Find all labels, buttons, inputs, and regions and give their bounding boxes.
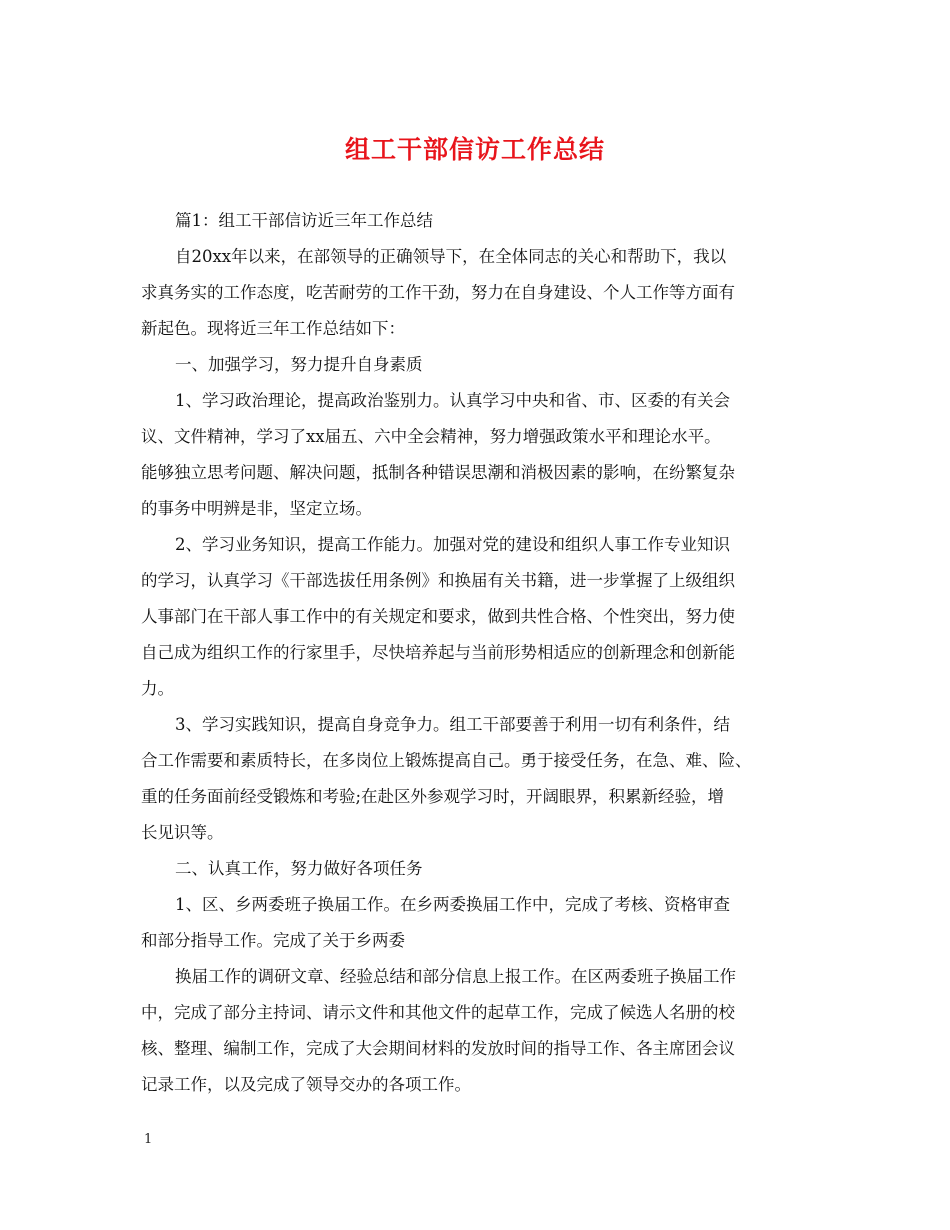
document-title: 组工干部信访工作总结 xyxy=(344,135,605,164)
text-line: 长见识等。 xyxy=(141,823,224,842)
text-line: 议、文件精神，学习了xx届五、六中全会精神，努力增强政策水平和理论水平。 xyxy=(141,427,721,446)
text-line: 能够独立思考问题、解决问题，抵制各种错误思潮和消极因素的影响，在纷繁复杂 xyxy=(141,463,735,482)
text-line: 自己成为组织工作的行家里手，尽快培养起与当前形势相适应的创新理念和创新能 xyxy=(141,643,735,662)
text-line: 的事务中明辨是非，坚定立场。 xyxy=(141,499,372,518)
text-line: 重的任务面前经受锻炼和考验;在赴区外参观学习时，开阔眼界，积累新经验，增 xyxy=(141,787,725,806)
text-line: 1、学习政治理论，提高政治鉴别力。认真学习中央和省、市、区委的有关会 xyxy=(175,391,730,410)
text-line: 力。 xyxy=(141,679,174,698)
text-line: 换届工作的调研文章、经验总结和部分信息上报工作。在区两委班子换届工作 xyxy=(175,967,736,986)
text-line: 新起色。现将近三年工作总结如下： xyxy=(141,319,405,338)
text-line: 的学习，认真学习《干部选拔任用条例》和换届有关书籍，进一步掌握了上级组织 xyxy=(141,571,735,590)
text-line: 中，完成了部分主持词、请示文件和其他文件的起草工作，完成了候选人名册的校 xyxy=(141,1003,735,1022)
text-line: 篇1：组工干部信访近三年工作总结 xyxy=(175,211,433,230)
text-line: 二、认真工作，努力做好各项任务 xyxy=(175,859,423,878)
text-line: 记录工作，以及完成了领导交办的各项工作。 xyxy=(141,1075,471,1094)
text-line: 2、学习业务知识，提高工作能力。加强对党的建设和组织人事工作专业知识 xyxy=(175,535,730,554)
text-line: 核、整理、编制工作，完成了大会期间材料的发放时间的指导工作、各主席团会议 xyxy=(141,1039,735,1058)
text-line: 3、学习实践知识，提高自身竞争力。组工干部要善于利用一切有利条件，结 xyxy=(175,715,730,734)
text-line: 自20xx年以来，在部领导的正确领导下，在全体同志的关心和帮助下，我以 xyxy=(175,247,727,266)
text-line: 合工作需要和素质特长，在多岗位上锻炼提高自己。勇于接受任务，在急、难、险、 xyxy=(141,751,752,770)
document-body xyxy=(141,203,821,1103)
text-line: 和部分指导工作。完成了关于乡两委 xyxy=(141,931,405,950)
text-line: 一、加强学习，努力提升自身素质 xyxy=(175,355,423,374)
text-line: 1、区、乡两委班子换届工作。在乡两委换届工作中，完成了考核、资格审查 xyxy=(175,895,730,914)
text-line: 求真务实的工作态度，吃苦耐劳的工作干劲，努力在自身建设、个人工作等方面有 xyxy=(141,283,735,302)
text-line: 人事部门在干部人事工作中的有关规定和要求，做到共性合格、个性突出，努力使 xyxy=(141,607,735,626)
page-number: 1 xyxy=(144,1132,153,1147)
